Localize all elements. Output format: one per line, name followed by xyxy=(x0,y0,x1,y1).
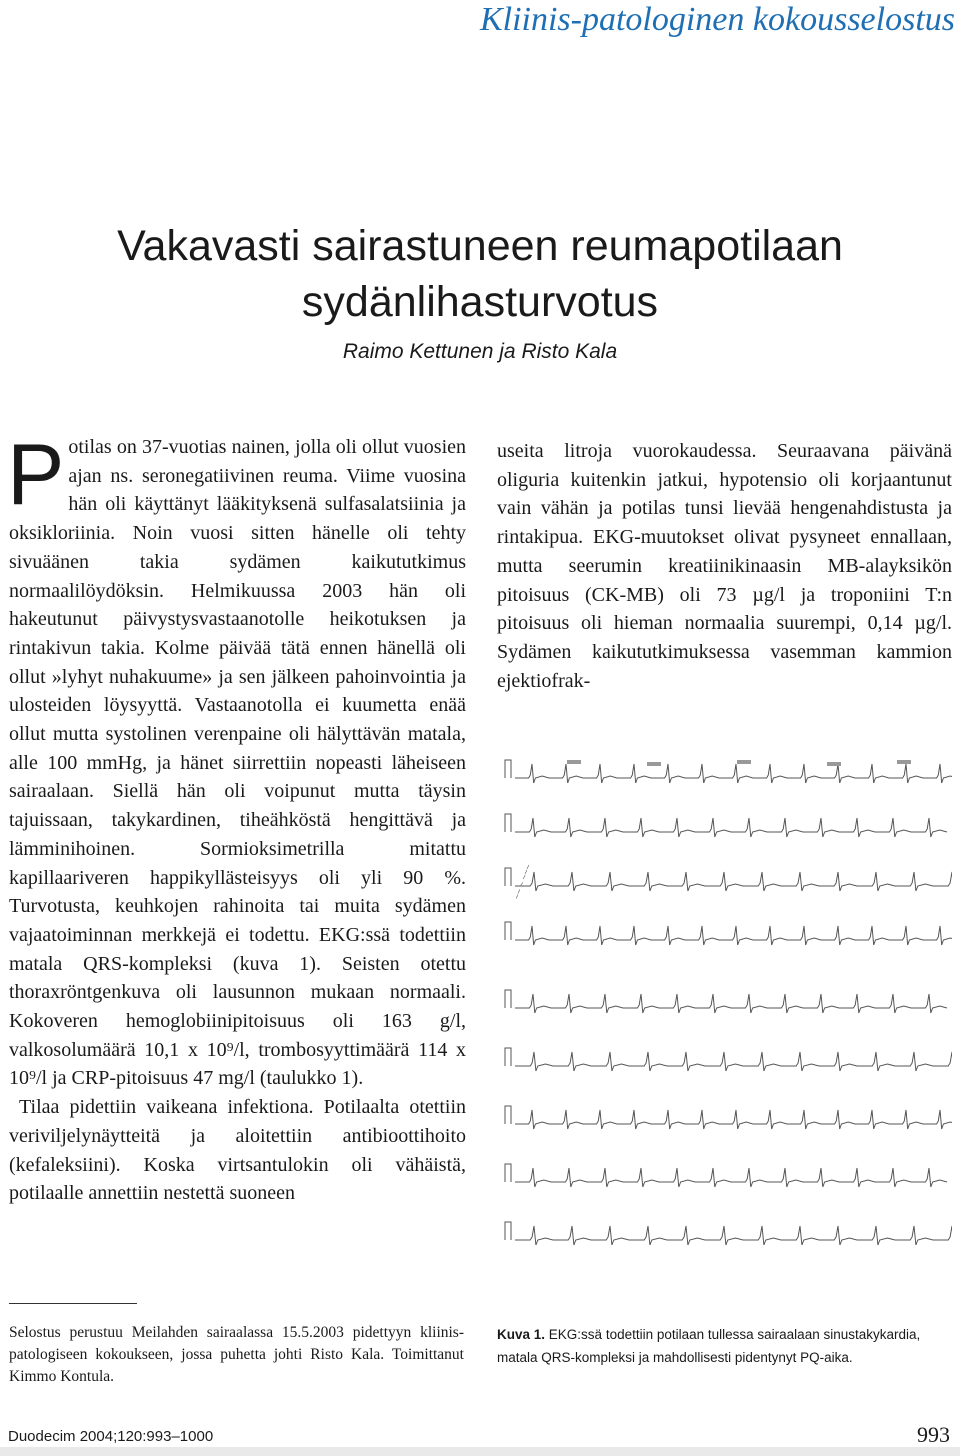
footnote-rule xyxy=(9,1303,137,1304)
right-column-text: useita litroja vuorokaudessa. Seuraavana päivänä oliguria kuitenkin jatkui, hypotensio oli korjaantunut vain vähän ja potilas tunsi lievää hengenahdistusta ja rintakipua. EKG-muutokset olivat pysyneet ennallaan, mutta seerumin kreatiinikinaasin MB-alayksikön pitoisuus (CK-MB) oli 73 µg/l ja troponiini T:n pitoisuus oli hieman normaalia suurempi, 0,14 µg/l. Sydämen kaikututkimuksessa vasemman kammion ejektiofrak- xyxy=(497,440,952,692)
bottom-bar xyxy=(0,1447,960,1456)
ekg-handwriting: ~~ ~ ~~~ xyxy=(511,862,534,901)
drop-cap: P xyxy=(7,427,65,523)
article-authors: Raimo Kettunen ja Risto Kala xyxy=(342,340,618,363)
figure-caption xyxy=(497,1324,952,1369)
paragraph-1 xyxy=(7,427,466,1093)
caption-text: EKG:ssä todettiin potilaan tullessa sairaalaan sinustakykardia, matala QRS-kompleksi ja mahdollisesti pidentynyt PQ-aika. xyxy=(497,1327,921,1365)
left-column xyxy=(7,427,466,1208)
ekg-lead-label xyxy=(737,760,751,764)
section-label: Kliinis-patologinen kokousselostus xyxy=(479,1,955,38)
right-column xyxy=(497,437,952,695)
ekg-lead-label xyxy=(567,760,581,764)
title-line-1: Vakavasti sairastuneen reumapotilaan xyxy=(117,222,843,270)
ekg-lead-label xyxy=(647,762,661,766)
article-title xyxy=(0,218,960,330)
title-line-2: sydänlihasturvotus xyxy=(301,278,659,326)
page-number: 993 xyxy=(917,1422,950,1447)
paragraph-2: Tilaa pidettiin vaikeana infektiona. Potilaalta otettiin veriviljelynäytteitä ja aloitettiin antibioottihoito (kefaleksiini). Koska virtsantulokin oli vähäistä, potilaalle annettiin nestettä suoneen xyxy=(9,1096,466,1205)
caption-label: Kuva 1. xyxy=(497,1327,546,1342)
ekg-lead-label xyxy=(827,762,841,766)
ekg-lead-label xyxy=(897,760,911,764)
paragraph-1-text: otilas on 37-vuotias nainen, jolla oli ollut vuosien ajan ns. seronegatiivinen reuma. Viime vuosina hän oli käyttänyt lääkityksenä sulfasalatsiinia ja oksikloriinia. Noin vuosi sitten hänelle oli tehty sivuäänen takia sydämen kaikututkimus normaalilöydöksin. Helmikuussa 2003 hän oli hakeutunut päivystysvastaanotolle heikotuksen ja rintakivun takia. Kolme päivää tätä ennen hänellä oli ollut »lyhyt nuhakuume» ja sen jälkeen pahoinvointia ja ulosteiden löysyyttä. Vastaanotolla ei kuumetta enää ollut mutta systolinen verenpaine oli hälyttävän matala, alle 100 mmHg, ja hänet siirrettiin nopeasti läheiseen sairaalaan. Siellä hän oli voipunut mutta täysin tajuissaan, takykardinen, tiheähköstä hengittävä ja lämminihoinen. Sormioksimetrilla mitattu kapillaariveren happikyllästeisyys oli yli 90 %. Turvotusta, keuhkojen rahinoita tai muita sydämen vajaatoiminnan merkkejä ei todettu. EKG:ssä todettiin matala QRS-kompleksi (kuva 1). Seisten otettu thoraxröntgenkuva oli lausunnon mukaan normaali. Kokoveren hemoglobiinipitoisuus oli 163 g/l, valkosolumäärä 10,1 x 10⁹/l, trombosyyttimäärä 114 x 10⁹/l ja CRP-pitoisuus 47 mg/l (taulukko 1). xyxy=(9,436,466,1090)
footnote: Selostus perustuu Meilahden sairaalassa 15.5.2003 pidettyyn kliinis-patologiseen kokoukseen, jossa puhetta johti Risto Kala. Toimittanut Kimmo Kontula. xyxy=(9,1324,464,1385)
ekg-figure xyxy=(497,750,952,1295)
journal-citation: Duodecim 2004;120:993–1000 xyxy=(8,1428,214,1445)
